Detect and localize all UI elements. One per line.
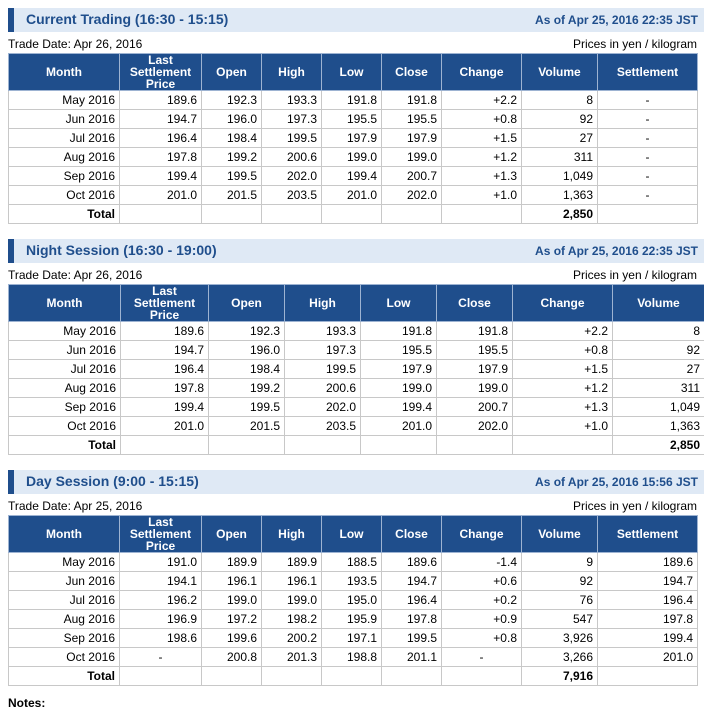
column-header: Last Settlement Price: [120, 54, 202, 91]
table-cell: 197.8: [382, 610, 442, 629]
notes-label: Notes:: [8, 696, 45, 710]
table-row: [9, 591, 698, 610]
table-cell: 199.4: [322, 167, 382, 186]
empty-cell: [382, 205, 442, 224]
table-cell: 189.6: [121, 322, 209, 341]
table-cell: 201.1: [382, 648, 442, 667]
table-cell: 196.2: [120, 591, 202, 610]
column-header: Month: [9, 285, 121, 322]
table-cell: 1,363: [522, 186, 598, 205]
table-row: [9, 360, 704, 379]
day-session-header: [8, 470, 704, 494]
empty-cell: [285, 436, 361, 455]
table-cell: 76: [522, 591, 598, 610]
table-row: [9, 629, 698, 648]
column-header: High: [285, 285, 361, 322]
trade-date: Trade Date: Apr 26, 2016: [8, 268, 142, 282]
night-session-header: [8, 239, 704, 263]
column-header: Low: [322, 516, 382, 553]
table-cell: 194.7: [382, 572, 442, 591]
column-header: Month: [9, 54, 120, 91]
table-cell: 197.9: [437, 360, 513, 379]
table-cell: +0.8: [442, 110, 522, 129]
column-header: Close: [437, 285, 513, 322]
table-cell: 195.5: [437, 341, 513, 360]
day-session-as-of: As of Apr 25, 2016 15:56 JST: [535, 475, 698, 489]
table-row: [9, 610, 698, 629]
table-cell: 92: [613, 341, 704, 360]
empty-cell: [598, 667, 698, 686]
table-cell: 197.9: [361, 360, 437, 379]
total-label: Total: [9, 205, 120, 224]
table-cell: 199.0: [262, 591, 322, 610]
table-cell: +0.9: [442, 610, 522, 629]
table-cell: 200.7: [437, 398, 513, 417]
table-cell: Sep 2016: [9, 398, 121, 417]
column-header: Settlement: [598, 54, 698, 91]
column-header: Last Settlement Price: [121, 285, 209, 322]
table-cell: 197.2: [202, 610, 262, 629]
table-cell: 27: [522, 129, 598, 148]
table-cell: +1.3: [513, 398, 613, 417]
table-cell: 199.4: [121, 398, 209, 417]
current-trading-as-of: As of Apr 25, 2016 22:35 JST: [535, 13, 698, 27]
table-cell: 196.9: [120, 610, 202, 629]
table-cell: 192.3: [209, 322, 285, 341]
table-cell: +1.2: [513, 379, 613, 398]
night-session-table: [8, 284, 704, 455]
table-cell: 311: [522, 148, 598, 167]
table-cell: 199.5: [382, 629, 442, 648]
table-cell: 197.3: [285, 341, 361, 360]
table-cell: 200.6: [285, 379, 361, 398]
table-cell: 3,266: [522, 648, 598, 667]
table-cell: 199.0: [202, 591, 262, 610]
table-cell: 199.6: [202, 629, 262, 648]
table-row: [9, 553, 698, 572]
empty-cell: [442, 667, 522, 686]
table-cell: Aug 2016: [9, 379, 121, 398]
table-cell: 196.1: [202, 572, 262, 591]
table-cell: Oct 2016: [9, 186, 120, 205]
column-header: Low: [361, 285, 437, 322]
table-cell: 189.6: [382, 553, 442, 572]
table-cell: 202.0: [437, 417, 513, 436]
column-header: Low: [322, 54, 382, 91]
night-session-meta: [8, 268, 697, 284]
column-header: Change: [442, 54, 522, 91]
table-cell: Jul 2016: [9, 591, 120, 610]
table-cell: 197.8: [121, 379, 209, 398]
table-cell: 202.0: [285, 398, 361, 417]
table-cell: +0.8: [442, 629, 522, 648]
column-header: Volume: [522, 516, 598, 553]
table-cell: 196.4: [120, 129, 202, 148]
table-cell: 201.5: [202, 186, 262, 205]
table-cell: 194.7: [598, 572, 698, 591]
table-cell: 200.6: [262, 148, 322, 167]
empty-cell: [513, 436, 613, 455]
total-row: [9, 205, 698, 224]
day-session-meta: [8, 499, 697, 515]
table-cell: 197.8: [120, 148, 202, 167]
table-cell: 200.7: [382, 167, 442, 186]
column-header: Open: [209, 285, 285, 322]
table-cell: 196.0: [209, 341, 285, 360]
table-cell: 201.0: [361, 417, 437, 436]
table-cell: 197.3: [262, 110, 322, 129]
table-cell: 201.0: [121, 417, 209, 436]
table-row: [9, 379, 704, 398]
table-cell: Jul 2016: [9, 129, 120, 148]
table-cell: 198.4: [209, 360, 285, 379]
table-cell: 193.5: [322, 572, 382, 591]
table-cell: +1.3: [442, 167, 522, 186]
table-cell: 193.3: [285, 322, 361, 341]
table-cell: 201.5: [209, 417, 285, 436]
trade-date: Trade Date: Apr 25, 2016: [8, 499, 142, 513]
table-cell: 197.9: [322, 129, 382, 148]
empty-cell: [262, 205, 322, 224]
column-header: Close: [382, 54, 442, 91]
table-cell: 198.2: [262, 610, 322, 629]
prices-note: Prices in yen / kilogram: [573, 268, 697, 282]
total-volume: 2,850: [522, 205, 598, 224]
table-cell: Jun 2016: [9, 110, 120, 129]
table-cell: +1.5: [513, 360, 613, 379]
table-cell: -: [442, 648, 522, 667]
empty-cell: [202, 205, 262, 224]
table-cell: 188.5: [322, 553, 382, 572]
table-cell: 199.4: [598, 629, 698, 648]
column-header: Close: [382, 516, 442, 553]
table-cell: 92: [522, 572, 598, 591]
day-session-table: [8, 515, 698, 686]
table-cell: 311: [613, 379, 704, 398]
empty-cell: [437, 436, 513, 455]
prices-note: Prices in yen / kilogram: [573, 499, 697, 513]
table-cell: 192.3: [202, 91, 262, 110]
column-header: Open: [202, 54, 262, 91]
table-row: [9, 129, 698, 148]
total-row: [9, 436, 704, 455]
table-cell: +1.2: [442, 148, 522, 167]
empty-cell: [209, 436, 285, 455]
table-cell: 191.8: [382, 91, 442, 110]
table-cell: 191.0: [120, 553, 202, 572]
empty-cell: [361, 436, 437, 455]
table-cell: 199.5: [202, 167, 262, 186]
current-trading-header: [8, 8, 704, 32]
table-cell: 195.0: [322, 591, 382, 610]
table-cell: -: [598, 148, 698, 167]
table-cell: 199.5: [209, 398, 285, 417]
table-row: [9, 572, 698, 591]
column-header: Open: [202, 516, 262, 553]
table-cell: 199.5: [285, 360, 361, 379]
current-trading-meta: [8, 37, 697, 53]
table-cell: 191.8: [322, 91, 382, 110]
column-header: Settlement: [598, 516, 698, 553]
header-row: [9, 516, 698, 553]
table-cell: Jul 2016: [9, 360, 121, 379]
table-cell: 196.0: [202, 110, 262, 129]
header-row: [9, 285, 704, 322]
night-session-as-of: As of Apr 25, 2016 22:35 JST: [535, 244, 698, 258]
table-cell: -: [598, 91, 698, 110]
table-row: [9, 148, 698, 167]
table-cell: 193.3: [262, 91, 322, 110]
empty-cell: [598, 205, 698, 224]
table-cell: 197.8: [598, 610, 698, 629]
table-cell: 201.3: [262, 648, 322, 667]
table-cell: Sep 2016: [9, 629, 120, 648]
table-row: [9, 417, 704, 436]
table-cell: 199.5: [262, 129, 322, 148]
table-cell: +2.2: [442, 91, 522, 110]
table-cell: 200.8: [202, 648, 262, 667]
table-cell: 194.7: [120, 110, 202, 129]
table-cell: 199.0: [437, 379, 513, 398]
table-cell: Jun 2016: [9, 572, 120, 591]
column-header: Month: [9, 516, 120, 553]
table-cell: Sep 2016: [9, 167, 120, 186]
empty-cell: [121, 436, 209, 455]
table-cell: 201.0: [598, 648, 698, 667]
table-cell: +0.8: [513, 341, 613, 360]
table-cell: 195.5: [322, 110, 382, 129]
night-session-title: Night Session (16:30 - 19:00): [26, 242, 217, 258]
table-row: [9, 110, 698, 129]
prices-note: Prices in yen / kilogram: [573, 37, 697, 51]
table-cell: May 2016: [9, 322, 121, 341]
table-cell: -: [598, 167, 698, 186]
table-cell: 199.0: [361, 379, 437, 398]
table-cell: 199.0: [382, 148, 442, 167]
table-cell: Aug 2016: [9, 148, 120, 167]
table-cell: 1,049: [613, 398, 704, 417]
trade-date: Trade Date: Apr 26, 2016: [8, 37, 142, 51]
table-row: [9, 398, 704, 417]
total-volume: 2,850: [613, 436, 704, 455]
total-label: Total: [9, 667, 120, 686]
table-cell: 196.4: [598, 591, 698, 610]
table-cell: 195.5: [361, 341, 437, 360]
table-cell: 547: [522, 610, 598, 629]
table-cell: 191.8: [437, 322, 513, 341]
table-cell: 197.9: [382, 129, 442, 148]
table-cell: 195.9: [322, 610, 382, 629]
table-cell: 27: [613, 360, 704, 379]
table-cell: 198.6: [120, 629, 202, 648]
current-trading-table: [8, 53, 698, 224]
column-header: Change: [442, 516, 522, 553]
table-cell: 199.2: [209, 379, 285, 398]
empty-cell: [382, 667, 442, 686]
table-row: [9, 341, 704, 360]
table-cell: 196.1: [262, 572, 322, 591]
table-cell: 202.0: [382, 186, 442, 205]
header-row: [9, 54, 698, 91]
table-cell: -: [598, 129, 698, 148]
current-trading-title: Current Trading (16:30 - 15:15): [26, 11, 228, 27]
table-cell: 196.4: [121, 360, 209, 379]
empty-cell: [442, 205, 522, 224]
table-cell: Oct 2016: [9, 648, 120, 667]
table-cell: +1.0: [442, 186, 522, 205]
empty-cell: [120, 205, 202, 224]
empty-cell: [322, 205, 382, 224]
table-cell: 203.5: [285, 417, 361, 436]
total-label: Total: [9, 436, 121, 455]
empty-cell: [322, 667, 382, 686]
table-cell: 189.9: [262, 553, 322, 572]
table-cell: 8: [613, 322, 704, 341]
table-cell: 3,926: [522, 629, 598, 648]
table-cell: 189.6: [120, 91, 202, 110]
empty-cell: [262, 667, 322, 686]
table-cell: 194.7: [121, 341, 209, 360]
table-cell: 194.1: [120, 572, 202, 591]
empty-cell: [202, 667, 262, 686]
table-cell: 199.2: [202, 148, 262, 167]
table-cell: 196.4: [382, 591, 442, 610]
day-session-title: Day Session (9:00 - 15:15): [26, 473, 199, 489]
table-row: [9, 186, 698, 205]
column-header: Volume: [613, 285, 704, 322]
table-cell: +1.5: [442, 129, 522, 148]
table-cell: -: [120, 648, 202, 667]
table-cell: 201.0: [120, 186, 202, 205]
table-cell: 191.8: [361, 322, 437, 341]
table-cell: 9: [522, 553, 598, 572]
table-cell: 195.5: [382, 110, 442, 129]
table-cell: 197.1: [322, 629, 382, 648]
table-cell: 201.0: [322, 186, 382, 205]
table-cell: Aug 2016: [9, 610, 120, 629]
table-cell: 199.4: [361, 398, 437, 417]
table-cell: 202.0: [262, 167, 322, 186]
column-header: Last Settlement Price: [120, 516, 202, 553]
table-cell: 198.4: [202, 129, 262, 148]
total-volume: 7,916: [522, 667, 598, 686]
total-row: [9, 667, 698, 686]
table-cell: Oct 2016: [9, 417, 121, 436]
column-header: High: [262, 516, 322, 553]
table-cell: 1,363: [613, 417, 704, 436]
table-row: [9, 91, 698, 110]
table-row: [9, 167, 698, 186]
table-cell: 92: [522, 110, 598, 129]
table-cell: +2.2: [513, 322, 613, 341]
table-cell: +0.2: [442, 591, 522, 610]
table-cell: May 2016: [9, 91, 120, 110]
column-header: High: [262, 54, 322, 91]
table-cell: -: [598, 186, 698, 205]
table-cell: 200.2: [262, 629, 322, 648]
table-cell: +1.0: [513, 417, 613, 436]
table-cell: 1,049: [522, 167, 598, 186]
empty-cell: [120, 667, 202, 686]
column-header: Volume: [522, 54, 598, 91]
table-cell: +0.6: [442, 572, 522, 591]
column-header: Change: [513, 285, 613, 322]
table-cell: -: [598, 110, 698, 129]
table-cell: 203.5: [262, 186, 322, 205]
table-cell: -1.4: [442, 553, 522, 572]
table-cell: 198.8: [322, 648, 382, 667]
table-row: [9, 322, 704, 341]
table-cell: 199.0: [322, 148, 382, 167]
table-cell: 189.9: [202, 553, 262, 572]
table-cell: May 2016: [9, 553, 120, 572]
table-row: [9, 648, 698, 667]
table-cell: 8: [522, 91, 598, 110]
table-cell: 189.6: [598, 553, 698, 572]
table-cell: Jun 2016: [9, 341, 121, 360]
table-cell: 199.4: [120, 167, 202, 186]
